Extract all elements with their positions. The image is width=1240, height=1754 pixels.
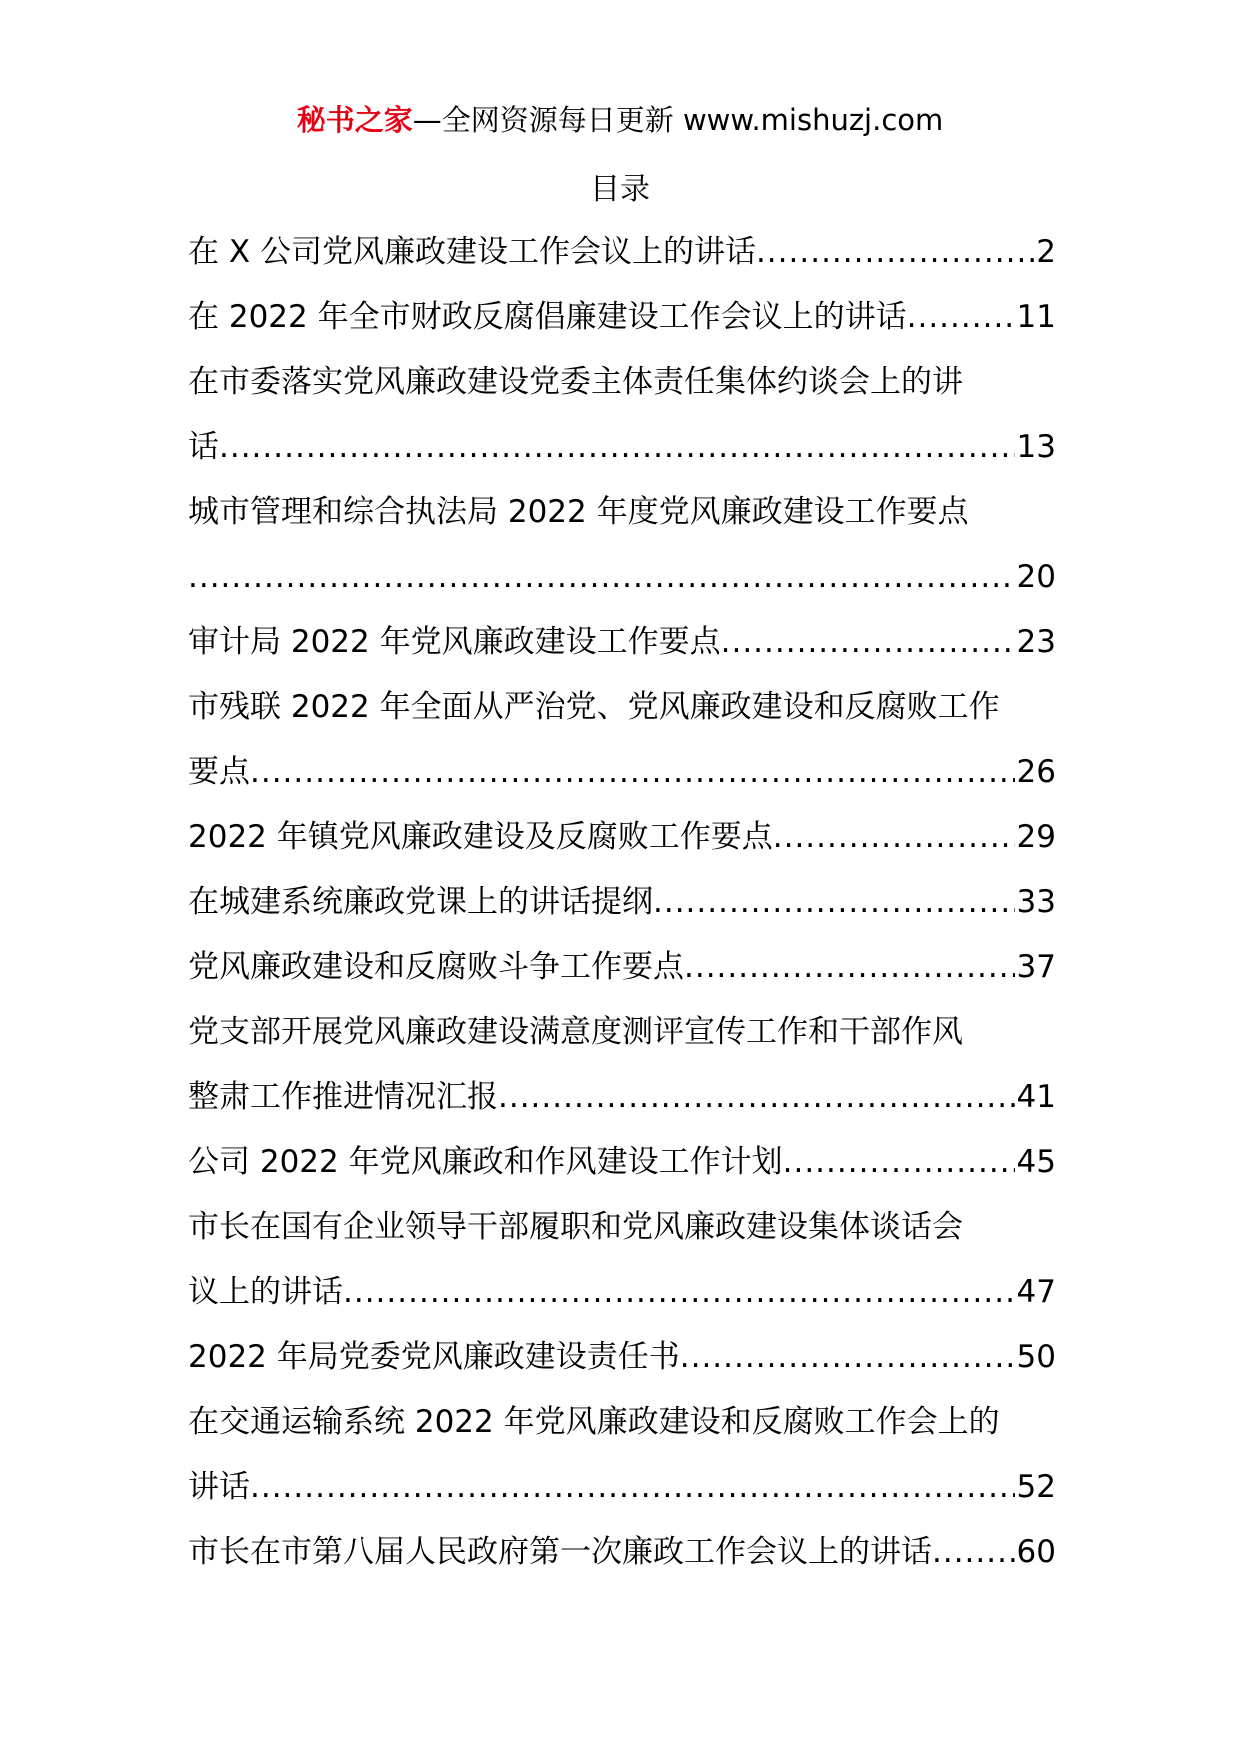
brand-name: 秘书之家 (296, 103, 413, 137)
dot-leader (188, 555, 1015, 599)
dot-leader (250, 750, 1015, 794)
toc-entry-title: 讲话 (188, 1469, 250, 1505)
site-header (0, 100, 1240, 140)
page-title: 目录 (590, 172, 650, 207)
toc-entry[interactable] (188, 1010, 1056, 1140)
toc-entry-line (188, 1400, 1056, 1465)
toc-page-number: 33 (1016, 884, 1056, 920)
toc-entry[interactable] (188, 1530, 1056, 1595)
toc-entry[interactable] (188, 295, 1056, 360)
toc-entry-title: 城市管理和综合执法局 2022 年度党风廉政建设工作要点 (188, 494, 969, 530)
toc-page-number: 23 (1016, 624, 1056, 660)
toc-entry-line (188, 620, 1056, 685)
toc-entry[interactable] (188, 1335, 1056, 1400)
toc-entry-title: 在城建系统廉政党课上的讲话提纲 (188, 884, 653, 920)
toc-page-number: 45 (1016, 1144, 1056, 1180)
toc-entry-title: 在 2022 年全市财政反腐倡廉建设工作会议上的讲话 (188, 299, 907, 335)
toc-entry-line (188, 490, 1056, 555)
toc-entry-line (188, 1530, 1056, 1595)
toc-entry[interactable] (188, 490, 1056, 620)
table-of-contents (188, 230, 1056, 1595)
toc-entry-title: 在市委落实党风廉政建设党委主体责任集体约谈会上的讲 (188, 364, 963, 400)
dot-leader (498, 1075, 1015, 1119)
toc-entry-title: 公司 2022 年党风廉政和作风建设工作计划 (188, 1144, 783, 1180)
toc-entry-line (188, 555, 1056, 620)
toc-page-number: 37 (1016, 949, 1056, 985)
toc-entry-line (188, 360, 1056, 425)
toc-entry-title: 整肃工作推进情况汇报 (188, 1079, 498, 1115)
toc-entry-line (188, 425, 1056, 490)
dot-leader (756, 230, 1034, 274)
toc-entry-title: 2022 年局党委党风廉政建设责任书 (188, 1339, 680, 1375)
toc-entry-title: 要点 (188, 754, 250, 790)
toc-page-number: 2 (1036, 234, 1056, 270)
toc-entry[interactable] (188, 815, 1056, 880)
toc-page-number: 13 (1016, 429, 1056, 465)
toc-entry-line (188, 295, 1056, 360)
toc-entry-line (188, 880, 1056, 945)
toc-page-number: 50 (1016, 1339, 1056, 1375)
toc-entry-line (188, 685, 1056, 750)
dot-leader (680, 1335, 1015, 1379)
toc-entry-line (188, 815, 1056, 880)
site-slogan: —全网资源每日更新 www.mishuzj.com (412, 103, 944, 137)
toc-entry-line (188, 1335, 1056, 1400)
dot-leader (219, 425, 1015, 469)
dot-leader (653, 880, 1015, 924)
toc-entry-line (188, 1075, 1056, 1140)
toc-entry-line (188, 1010, 1056, 1075)
dot-leader (932, 1530, 1015, 1574)
toc-page-number: 47 (1016, 1274, 1056, 1310)
toc-entry[interactable] (188, 1140, 1056, 1205)
toc-entry[interactable] (188, 230, 1056, 295)
toc-entry-title: 审计局 2022 年党风廉政建设工作要点 (188, 624, 721, 660)
dot-leader (721, 620, 1015, 664)
toc-entry-line (188, 1205, 1056, 1270)
toc-entry[interactable] (188, 945, 1056, 1010)
toc-entry-title: 话 (188, 429, 219, 465)
toc-page-number: 20 (1016, 559, 1056, 595)
dot-leader (343, 1270, 1015, 1314)
toc-page-number: 41 (1016, 1079, 1056, 1115)
toc-page-number: 52 (1016, 1469, 1056, 1505)
toc-entry-title: 在交通运输系统 2022 年党风廉政建设和反腐败工作会上的 (188, 1404, 1000, 1440)
toc-entry-title: 在 X 公司党风廉政建设工作会议上的讲话 (188, 234, 756, 270)
dot-leader (907, 295, 1015, 339)
toc-entry-title: 市长在市第八届人民政府第一次廉政工作会议上的讲话 (188, 1534, 932, 1570)
toc-entry-line (188, 230, 1056, 295)
dot-leader (783, 1140, 1015, 1184)
toc-entry-title: 议上的讲话 (188, 1274, 343, 1310)
toc-page-number: 29 (1016, 819, 1056, 855)
toc-entry-title: 市残联 2022 年全面从严治党、党风廉政建设和反腐败工作 (188, 689, 1000, 725)
toc-page-number: 60 (1016, 1534, 1056, 1570)
toc-page-number: 11 (1016, 299, 1056, 335)
toc-entry-line (188, 1270, 1056, 1335)
dot-leader (684, 945, 1015, 989)
toc-entry-title: 党风廉政建设和反腐败斗争工作要点 (188, 949, 684, 985)
toc-entry-line (188, 945, 1056, 1010)
dot-leader (250, 1465, 1015, 1509)
toc-entry[interactable] (188, 620, 1056, 685)
toc-entry-title: 党支部开展党风廉政建设满意度测评宣传工作和干部作风 (188, 1014, 963, 1050)
toc-entry[interactable] (188, 685, 1056, 815)
dot-leader (773, 815, 1015, 859)
toc-entry-line (188, 750, 1056, 815)
toc-entry-title: 2022 年镇党风廉政建设及反腐败工作要点 (188, 819, 773, 855)
toc-entry-line (188, 1465, 1056, 1530)
toc-entry[interactable] (188, 880, 1056, 945)
toc-entry[interactable] (188, 1205, 1056, 1335)
toc-entry-title: 市长在国有企业领导干部履职和党风廉政建设集体谈话会 (188, 1209, 963, 1245)
toc-entry[interactable] (188, 1400, 1056, 1530)
toc-entry[interactable] (188, 360, 1056, 490)
toc-entry-line (188, 1140, 1056, 1205)
toc-page-number: 26 (1016, 754, 1056, 790)
